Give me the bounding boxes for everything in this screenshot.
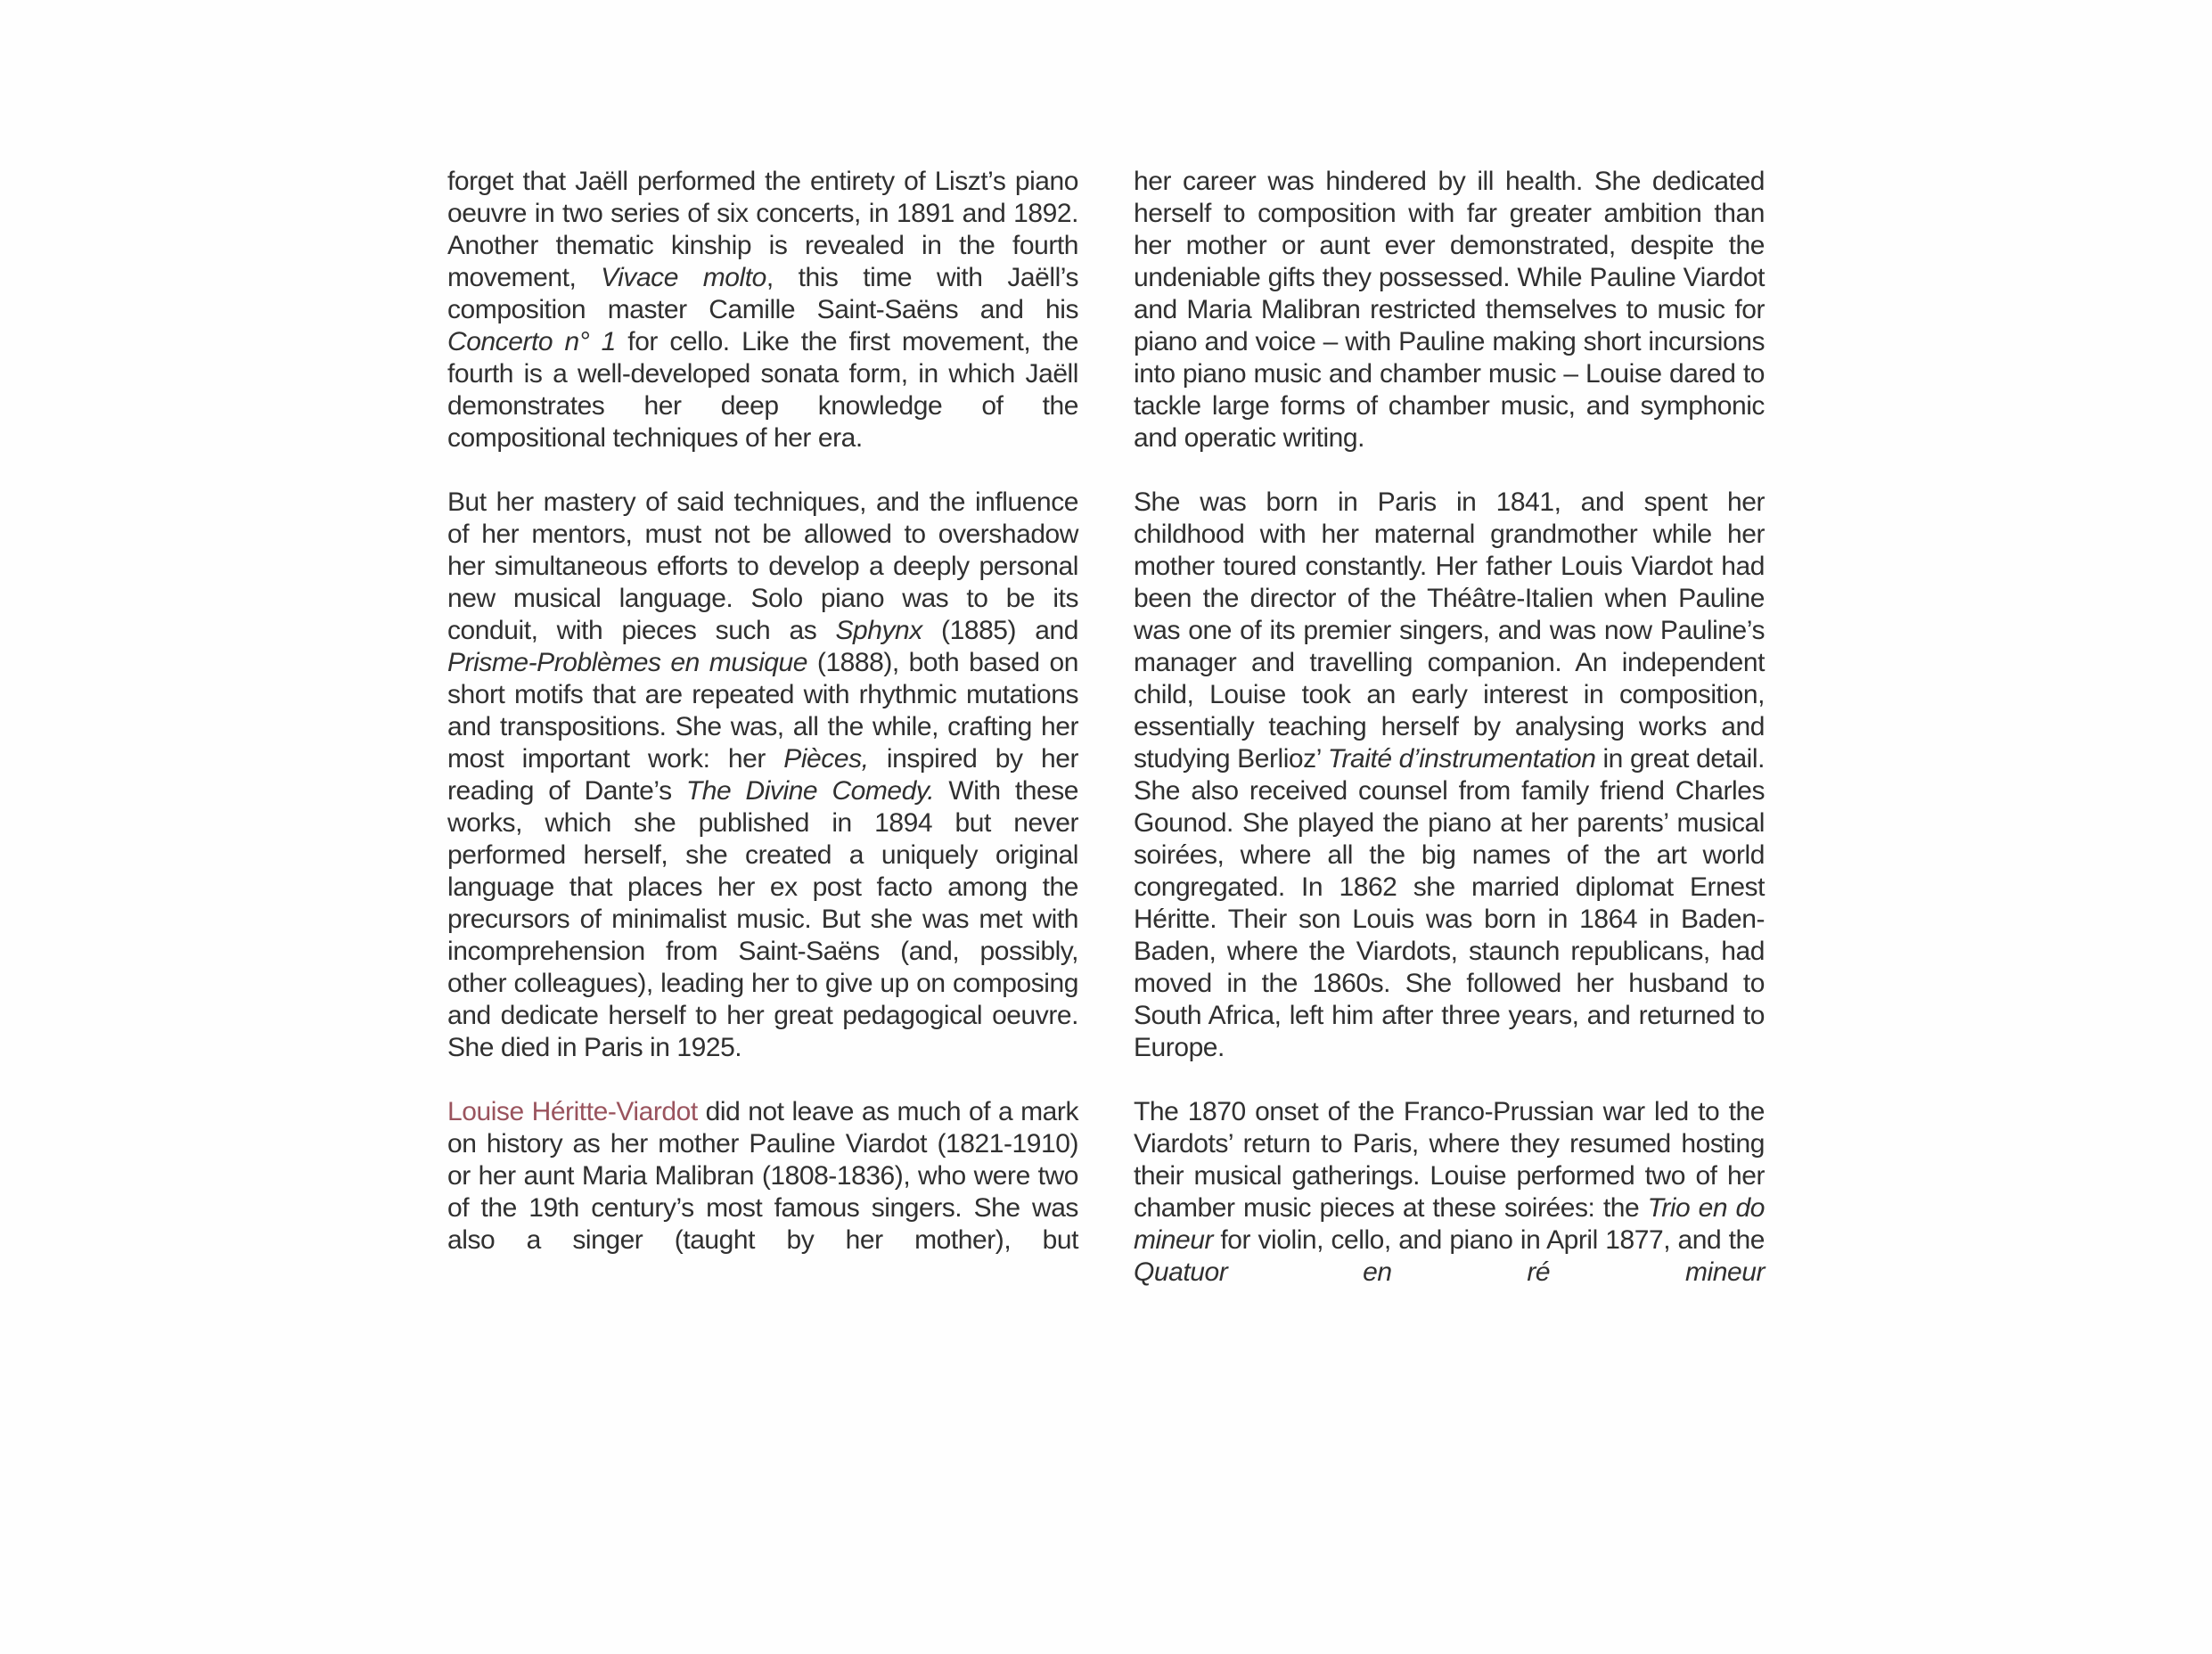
highlighted-name: Louise Héritte-Viardot: [447, 1097, 698, 1126]
italic-text-run: The Divine Comedy.: [685, 776, 935, 806]
paragraph: [447, 1096, 1078, 1257]
text-run: But her mastery of said techniques, and the influence of her mentors, must not be allowed to overshadow her simultaneous efforts to develop a deeply personal new musical language. Solo piano was to be its conduit, with pieces such as: [447, 487, 1078, 645]
text-column-left: [447, 166, 1078, 1257]
text-run: (1885) and: [922, 616, 1078, 645]
text-run: With these works, which she published in 1894 but never performed herself, she created a uniquely original language that places her ex post facto among the precursors of minimalist music. But she was met with incomprehension from Saint-Saëns (and, possibly, other colleagues), leading her to give up on composing and dedicate herself to her great pedagogical oeuvre. She died in Paris in 1925.: [447, 776, 1078, 1062]
text-run: for violin, cello, and piano in April 1877, and the: [1213, 1225, 1765, 1255]
paragraph: [1134, 487, 1765, 1064]
italic-text-run: Traité d’instrumentation: [1327, 744, 1596, 774]
paragraph: [447, 487, 1078, 1064]
text-run: in great detail. She also received counsel from family friend Charles Gounod. She played the piano at her parents’ musical soirées, where all the big names of the art world congregated. In 1862 she married diplomat Ernest Héritte. Their son Louis was born in 1864 in Baden-Baden, where the Viardots, staunch republicans, had moved in the 1860s. She followed her husband to South Africa, left him after three years, and returned to Europe.: [1134, 744, 1765, 1062]
italic-text-run: Sphynx: [835, 616, 922, 645]
text-run: did not leave as much of a mark on history as her mother Pauline Viardot (1821-1910) or her aunt Maria Malibran (1808-1836), who were two of the 19th century’s most famous singers. She was also a singer (taught by her mother), but: [447, 1097, 1078, 1255]
text-run: The 1870 onset of the Franco-Prussian war led to the Viardots’ return to Paris, where they resumed hosting their musical gatherings. Louise performed two of her chamber music pieces at these soirées: the: [1134, 1097, 1765, 1223]
text-run: inspired by her reading of Dante’s: [447, 744, 1078, 806]
text-run: forget that Jaëll performed the entirety of Liszt’s piano oeuvre in two series of six concerts, in 1891 and 1892. Another thematic kinship is revealed in the fourth movement,: [447, 167, 1078, 292]
italic-text-run: Vivace molto: [601, 263, 766, 292]
italic-text-run: Quatuor en ré mineur: [1134, 1257, 1765, 1287]
text-run: She was born in Paris in 1841, and spent her childhood with her maternal grandmother while her mother toured constantly. Her father Louis Viardot had been the director of the Théâtre-Italien when Pauline was one of its premier singers, and was now Pauline’s manager and travelling companion. An independent child, Louise took an early interest in composition, essentially teaching herself by analysing works and studying Berlioz’: [1134, 487, 1765, 774]
text-column-right: [1134, 166, 1765, 1289]
text-run: , this time with Jaëll’s composition master Camille Saint-Saëns and his: [447, 263, 1079, 324]
text-run: for cello. Like the first movement, the fourth is a well-developed sonata form, in which Jaëll demonstrates her deep knowledge of the compositional techniques of her era.: [447, 327, 1078, 453]
italic-text-run: Pièces,: [783, 744, 869, 774]
paragraph: [447, 166, 1078, 454]
italic-text-run: Trio en do mineur: [1134, 1193, 1765, 1255]
paragraph: [1134, 166, 1765, 454]
italic-text-run: Concerto n° 1: [447, 327, 616, 356]
text-run: (1888), both based on short motifs that are repeated with rhythmic mutations and transpositions. She was, all the while, crafting her most important work: her: [447, 648, 1078, 774]
text-run: her career was hindered by ill health. She dedicated herself to composition with far greater ambition than her mother or aunt ever demonstrated, despite the undeniable gifts they possessed. While Pauline Viardot and Maria Malibran restricted themselves to music for piano and voice – with Pauline making short incursions into piano music and chamber music – Louise dared to tackle large forms of chamber music, and symphonic and operatic writing.: [1134, 167, 1765, 453]
paragraph: [1134, 1096, 1765, 1289]
italic-text-run: Prisme-Problèmes en musique: [447, 648, 808, 677]
